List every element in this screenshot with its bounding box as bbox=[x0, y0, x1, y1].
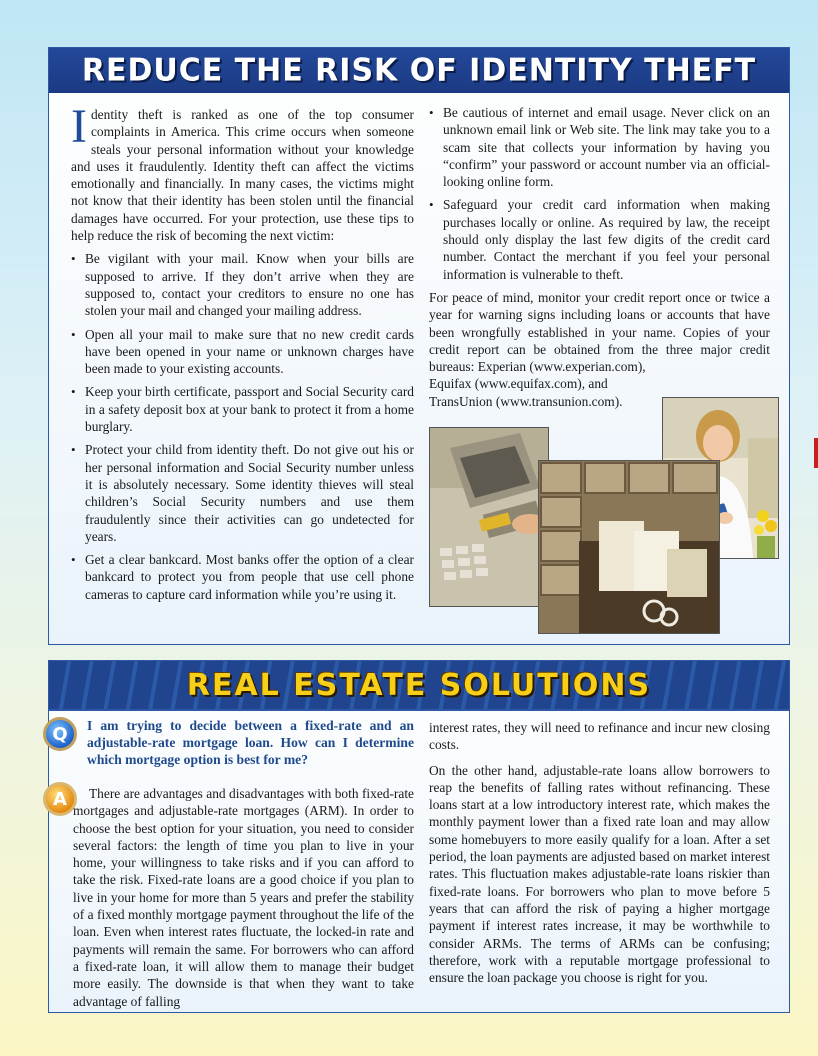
identity-theft-title: REDUCE THE RISK OF IDENTITY THEFT bbox=[81, 52, 757, 89]
answer-paragraph-2: On the other hand, adjustable-rate loans allow borrowers to reap the benefits of falling rates without refinancing. These loans start at a low introductory interest rate, which makes the monthly payment lower than a fixed rate loan and may allow some homebuyers to more easily qualify for a loan. After a set period, the loan payments are adjusted based on market interest rates. This fluctuation makes adjustable-rate loans riskier than fixed-rate loans. For borrowers who plan to move before 5 years that can afford the risk of paying a higher mortgage payment if interest rates increase, it may be worthwhile to consider ARMs. The terms of ARMs can be confusing; therefore, work with a reputable mortgage professional to ensure the loan package you choose is right for you. bbox=[429, 762, 770, 986]
answer-paragraph-1-continued: interest rates, they will need to refinance and incur new closing costs. bbox=[429, 720, 770, 753]
question-text: I am trying to decide between a fixed-rate and an adjustable-rate mortgage loan. How can I determine which mortgage option is best for me? bbox=[87, 718, 414, 767]
safety-deposit-box-photo bbox=[538, 460, 720, 634]
answer-icon: A bbox=[43, 782, 77, 816]
question-icon: Q bbox=[43, 717, 77, 751]
tip-item: • Protect your child from identity theft. Do not give out his or her personal information and Social Security number unless it is absolutely necessary. Some identity thieves will steal children’s Social Security numbers and use them fraudulently since their activities can go undetected for years. bbox=[71, 441, 414, 545]
identity-theft-left-column bbox=[71, 100, 414, 603]
tips-list-left bbox=[71, 250, 414, 603]
drop-cap: I bbox=[71, 100, 87, 153]
edge-bookmark-tab bbox=[814, 438, 818, 468]
intro-paragraph bbox=[71, 100, 414, 244]
intro-text: dentity theft is ranked as one of the top consumer complaints in America. This crime occurs when someone steals your personal information without your knowledge and uses it fraudulently. Identity theft can affect the victims emotionally and financially. In many cases, the victims might not know that their identity has been stolen until the financial damages have occurred. For your protection, use these tips to help reduce the risk of becoming the next victim: bbox=[71, 107, 414, 244]
tip-item: • Be cautious of internet and email usage. Never click on an unknown email link or Web site. The link may take you to a scam site that collects your information by having you “confirm” your password or account number via an official-looking online form. bbox=[429, 104, 770, 190]
answer-paragraph-1: There are advantages and disadvantages with both fixed-rate mortgages and adjustable-rate mortgages (ARM). In order to choose the best option for your situation, you need to consider several factors: the length of time you plan to live in your home, your willingness to take risks and if you can afford to take the risk. Fixed-rate loans are a good choice if you plan to live in your home for more than 5 years and prefer the stability of a fixed monthly mortgage payment throughout the life of the loan. Even when interest rates fluctuate, the locked-in rate and payments will remain the same. For borrowers who can afford a fixed-rate loan, it will allow them to manage their budget more easily. The downside is that when they want to take advantage of falling bbox=[73, 786, 414, 1009]
closing-text: For peace of mind, monitor your credit report once or twice a year for warning signs including loans or accounts that have been wrongfully established in your name. Copies of your credit report can be obtained from the three major credit bureaus: Experian (www.experian.com), bbox=[429, 289, 770, 375]
tips-list-right bbox=[429, 104, 770, 283]
tip-item: • Safeguard your credit card information when making purchases locally or online. As required by law, the receipt should only display the last few digits of the credit card number. Contact the merchant if you feel your personal information is vulnerable to theft. bbox=[429, 196, 770, 282]
atm-photo bbox=[429, 427, 549, 607]
real-estate-panel bbox=[48, 660, 790, 1013]
tip-item: • Keep your birth certificate, passport and Social Security card in a safety deposit box at your bank to protect it from a home burglary. bbox=[71, 383, 414, 435]
tip-item: • Open all your mail to make sure that no new credit cards have been opened in your name or unknown charges have been made to your existing accounts. bbox=[71, 326, 414, 378]
identity-theft-right-column bbox=[429, 100, 770, 410]
real-estate-banner bbox=[49, 661, 789, 711]
answer-right-column bbox=[429, 719, 770, 986]
closing-paragraph bbox=[429, 289, 770, 375]
tip-item: • Get a clear bankcard. Most banks offer the option of a clear bankcard to protect you from people that use cell phone cameras to capture card information while you’re using it. bbox=[71, 551, 414, 603]
real-estate-title: REAL ESTATE SOLUTIONS bbox=[186, 667, 652, 703]
answer-left-column bbox=[73, 785, 414, 1010]
closing-line-equifax: Equifax (www.equifax.com), and bbox=[429, 376, 608, 392]
identity-theft-banner bbox=[49, 48, 789, 93]
identity-theft-panel bbox=[48, 47, 790, 645]
question-block bbox=[87, 717, 414, 768]
tip-item: • Be vigilant with your mail. Know when your bills are supposed to arrive. If they don’t arrive when they are supposed to, contact your creditors to ensure no one has stolen your mail and changed your mailing address. bbox=[71, 250, 414, 319]
closing-line-transunion: TransUnion (www.transunion.com). bbox=[429, 393, 623, 409]
